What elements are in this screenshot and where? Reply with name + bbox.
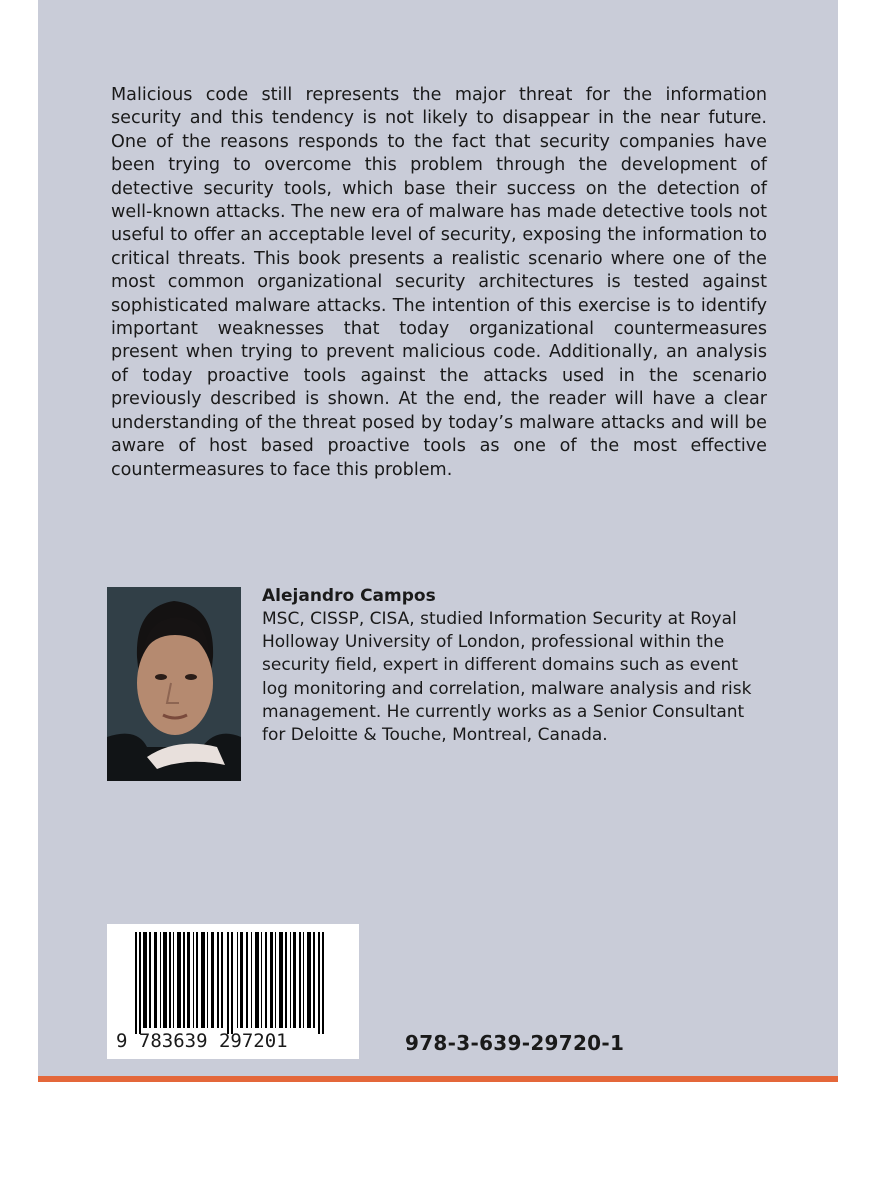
author-name: Alejandro Campos [262, 586, 436, 606]
author-photo [107, 587, 241, 781]
book-blurb: Malicious code still represents the major threat for the information security and this tendency is not likely to disappear in the near future. One of the reasons responds to the fact that security companies have been trying to overcome this problem through the development of detective security tools, which base their success on the detection of well-known attacks. The new era of malware has made detective tools not useful to offer an acceptable level of security, exposing the information to critical threats. This book presents a realistic scenario where one of the most common organizational security architectures is tested against sophisticated malware attacks. The intention of this exercise is to identify important weaknesses that today organizational countermeasures present when trying to prevent malicious code. Additionally, an analysis of today proactive tools against the attacks used in the scenario previously described is shown. At the end, the reader will have a clear understanding of the threat posed by today’s malware attacks and will be aware of host based proactive tools as one of the most effective countermeasures to face this problem. [111, 85, 767, 480]
barcode-digits: 9 783639 297201 [116, 1030, 288, 1052]
author-bio: MSC, CISSP, CISA, studied Information Security at Royal Holloway University of London, professional within the security field, expert in different domains such as event log monitoring and correlation, malware analysis and risk management. He currently works as a Senior Consultant for Deloitte & Touche, Montreal, Canada. [262, 609, 752, 746]
barcode-bars [107, 924, 359, 1034]
barcode [107, 924, 359, 1059]
accent-stripe [38, 1076, 838, 1082]
isbn: 978-3-639-29720-1 [405, 1031, 625, 1055]
